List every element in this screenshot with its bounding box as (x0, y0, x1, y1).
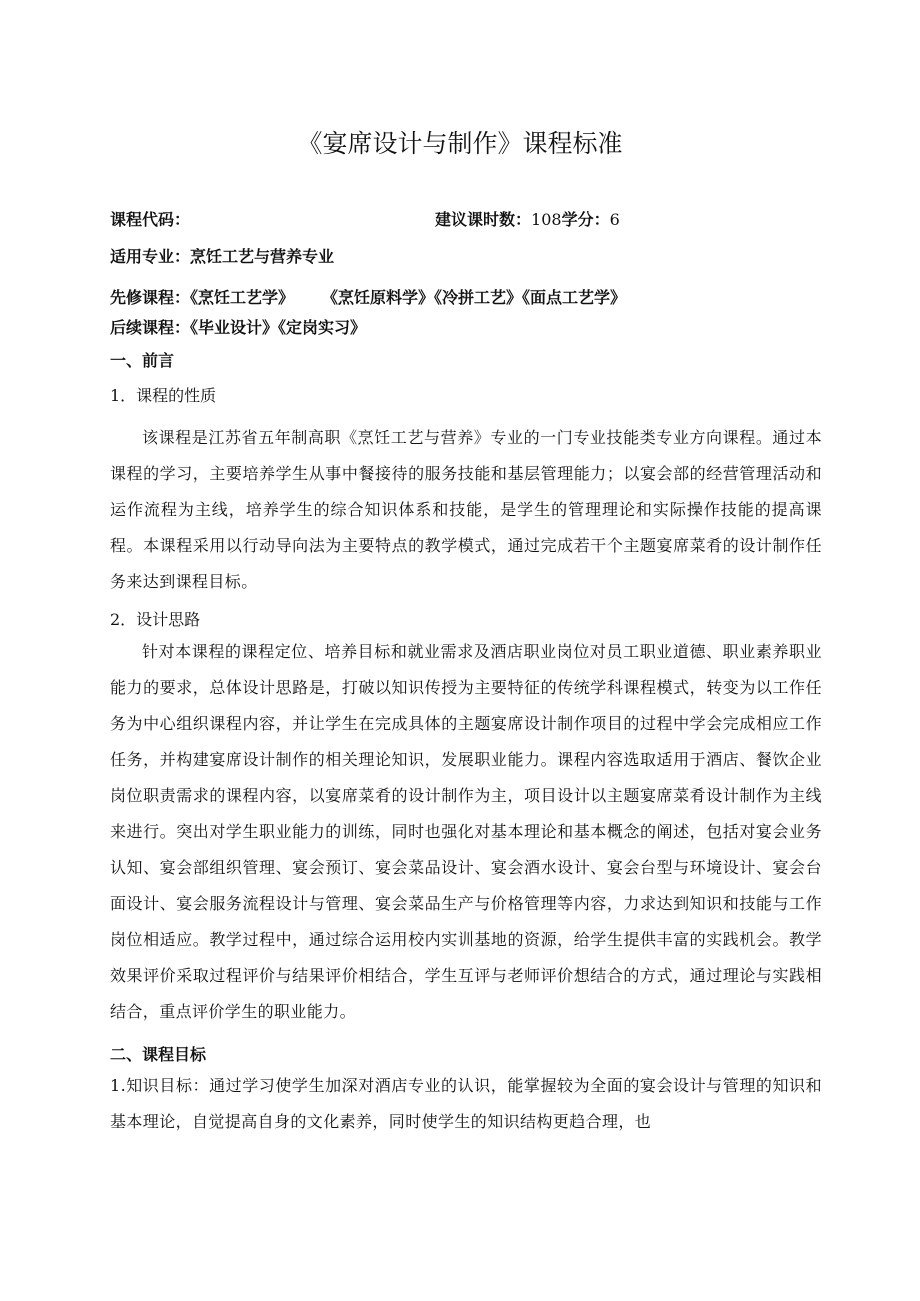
prereq-label: 先修课程： (110, 288, 191, 307)
subheading-design: 2．设计思路 (110, 610, 201, 629)
hours-credit-line (435, 207, 620, 230)
course-code-label: 课程代码： (110, 210, 191, 229)
follow-label: 后续课程： (110, 318, 191, 337)
major-value: 烹饪工艺与营养专业 (190, 247, 335, 266)
follow-value: 《毕业设计》《定岗实习》 (190, 318, 367, 337)
section-heading-2: 二、课程目标 (110, 1045, 207, 1064)
prereq-value-1: 《烹饪工艺学》 (190, 288, 295, 307)
credit-value: 6 (609, 210, 620, 229)
credit-label: 学分： (561, 210, 610, 229)
hours-value: 108 (531, 210, 562, 229)
section-heading-1: 一、前言 (110, 351, 175, 370)
follow-line (110, 315, 366, 338)
paragraph-nature: 该课程是江苏省五年制高职《烹饪工艺与营养》专业的一门专业技能类专业方向课程。通过本课程的学习，主要培养学生从事中餐接待的服务技能和基层管理能力；以宴会部的经营管理活动和运作流程为主线，培养学生的综合知识体系和技能，是学生的管理理论和实际操作技能的提高课程。本课程采用以行动导向法为主要特点的教学模式，通过完成若干个主题宴席菜肴的设计制作任务来达到课程目标。 (110, 428, 822, 591)
major-line (110, 244, 334, 267)
paragraph-knowledge-goal: 1.知识目标：通过学习使学生加深对酒店专业的认识，能掌握较为全面的宴会设计与管理的知识和基本理论，自觉提高自身的文化素养，同时使学生的知识结构更趋合理，也 (110, 1076, 822, 1131)
prereq-value-2: 《烹饪原料学》《冷拼工艺》《面点工艺学》 (330, 288, 627, 307)
major-label: 适用专业： (110, 247, 191, 266)
hours-label: 建议课时数： (435, 210, 532, 229)
prereq-line (110, 285, 626, 308)
document-title: 《宴席设计与制作》课程标准 (297, 129, 623, 158)
paragraph-design: 针对本课程的课程定位、培养目标和就业需求及酒店职业岗位对员工职业道德、职业素养职业能力的要求，总体设计思路是，打破以知识传授为主要特征的传统学科课程模式，转变为以工作任务为中心组织课程内容，并让学生在完成具体的主题宴席设计制作项目的过程中学会完成相应工作任务，并构建宴席设计制作的相关理论知识，发展职业能力。课程内容选取适用于酒店、餐饮企业岗位职责需求的课程内容，以宴席菜肴的设计制作为主，项目设计以主题宴席菜肴设计制作为主线来进行。突出对学生职业能力的训练，同时也强化对基本理论和基本概念的阐述，包括对宴会业务认知、宴会部组织管理、宴会预订、宴会菜品设计、宴会酒水设计、宴会台型与环境设计、宴会台面设计、宴会服务流程设计与管理、宴会菜品生产与价格管理等内容，力求达到知识和技能与工作岗位相适应。教学过程中，通过综合运用校内实训基地的资源，给学生提供丰富的实践机会。教学效果评价采取过程评价与结果评价相结合，学生互评与老师评价想结合的方式，通过理论与实践相结合，重点评价学生的职业能力。 (110, 642, 822, 1021)
subheading-nature: 1．课程的性质 (110, 386, 217, 405)
